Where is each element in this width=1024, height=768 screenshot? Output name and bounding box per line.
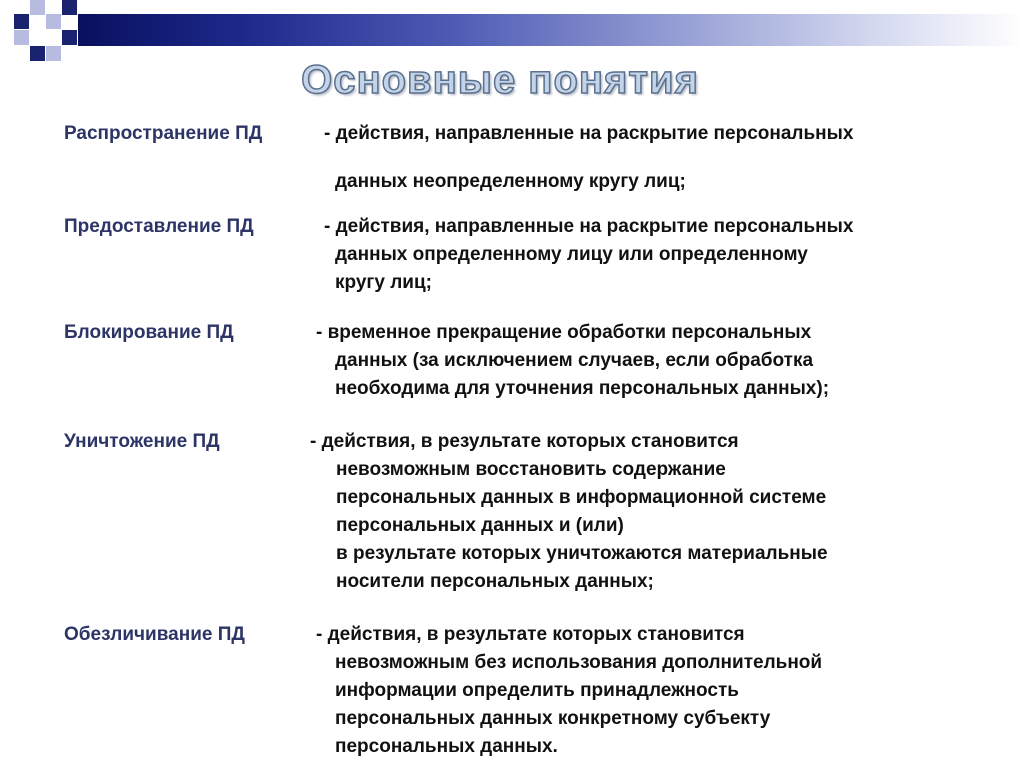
definition-line: невозможным восстановить содержание — [336, 459, 726, 480]
definition-line: носители персональных данных; — [336, 571, 654, 592]
definition-line: информации определить принадлежность — [335, 680, 739, 701]
decor-square — [46, 14, 61, 29]
decor-square — [14, 14, 29, 29]
definition-line: персональных данных и (или) — [336, 515, 624, 536]
term-blokirovanie: Блокирование ПД — [64, 322, 234, 343]
definition-line: - действия, в результате которых становится — [310, 431, 739, 452]
term-unichtozhenie: Уничтожение ПД — [64, 431, 220, 452]
definition-line: в результате которых уничтожаются материальные — [336, 543, 828, 564]
definition-line: данных (за исключением случаев, если обработка — [335, 350, 814, 371]
header-gradient-band — [78, 14, 1024, 46]
definition-line: - действия, в результате которых становится — [316, 624, 745, 645]
term-predostavlenie: Предоставление ПД — [64, 216, 254, 237]
definition-line: - действия, направленные на раскрытие персональных — [324, 216, 854, 237]
term-rasprostranenie: Распространение ПД — [64, 123, 263, 144]
definition-rasprostranenie — [324, 120, 853, 196]
definition-line: необходима для уточнения персональных данных); — [335, 378, 830, 399]
slide-title: Основные понятия — [301, 58, 699, 102]
definition-unichtozhenie — [310, 428, 828, 596]
definition-line: персональных данных в информационной системе — [336, 487, 827, 508]
decor-square — [62, 0, 77, 15]
definition-line: - временное прекращение обработки персональных — [316, 322, 812, 343]
decor-square — [30, 0, 45, 15]
definition-line: персональных данных конкретному субъекту — [335, 708, 771, 729]
definition-line: данных неопределенному кругу лиц; — [335, 171, 686, 192]
definition-predostavlenie — [324, 213, 853, 297]
definition-line: персональных данных. — [335, 736, 558, 757]
decor-square — [14, 30, 29, 45]
definition-line: невозможным без использования дополнительной — [335, 652, 823, 673]
decor-square — [62, 30, 77, 45]
definition-blokirovanie — [316, 319, 829, 403]
definition-line: данных определенному лицу или определенному — [335, 244, 808, 265]
definition-obezlichivanie — [316, 621, 822, 761]
term-obezlichivanie: Обезличивание ПД — [64, 624, 245, 645]
definition-line: - действия, направленные на раскрытие персональных — [324, 123, 854, 144]
definition-line: кругу лиц; — [335, 272, 432, 293]
